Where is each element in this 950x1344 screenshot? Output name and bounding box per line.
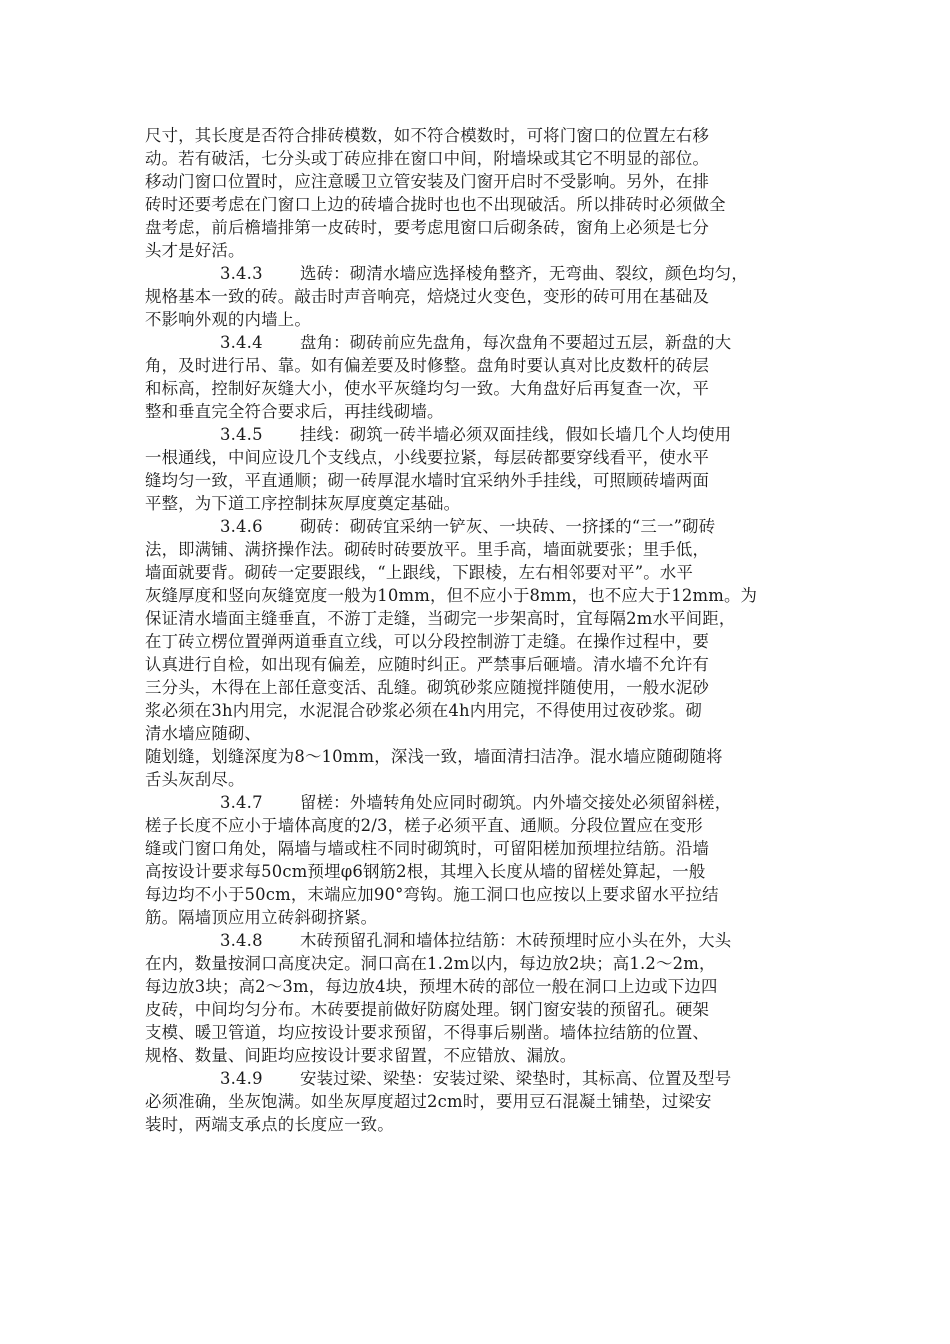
text-line: 在丁砖立楞位置弹两道垂直立线，可以分段控制游丁走缝。在操作过程中，要 <box>145 632 710 651</box>
text-line: 保证清水墙面主缝垂直，不游丁走缝，当砌完一步架高时，宜每隔2m水平间距， <box>145 609 736 628</box>
section-number: 3.4.4 <box>220 333 263 352</box>
text-line: 角，及时进行吊、靠。如有偏差要及时修整。盘角时要认真对比皮数杆的砖层 <box>145 356 710 375</box>
text-line: 整和垂直完全符合要求后，再挂线砌墙。 <box>145 402 444 421</box>
text-line: 规格、数量、间距均应按设计要求留置，不应错放、漏放。 <box>145 1046 577 1065</box>
section-first-line <box>145 331 810 354</box>
text-line: 高按设计要求每50cm预埋φ6钢筋2根，其埋入长度从墙的留槎处算起，一般 <box>145 862 706 881</box>
section-lead-text: 挂线：砌筑一砖半墙必须双面挂线，假如长墙几个人均使用 <box>300 425 732 444</box>
section-number: 3.4.3 <box>220 264 263 283</box>
section-first-line <box>145 1067 810 1090</box>
text-line: 三分头，木得在上部任意变活、乱缝。砌筑砂浆应随搅拌随使用，一般水泥砂 <box>145 678 710 697</box>
text-line: 每边均不小于50cm，末端应加90°弯钩。施工洞口也应按以上要求留水平拉结 <box>145 885 719 904</box>
section-first-line <box>145 262 810 285</box>
section-number: 3.4.6 <box>220 517 263 536</box>
text-line: 浆必须在3h内用完，水泥混合砂浆必须在4h内用完，不得使用过夜砂浆。砌 <box>145 701 703 720</box>
text-line: 不影响外观的内墙上。 <box>145 310 311 329</box>
text-line: 动。若有破活，七分头或丁砖应排在窗口中间，附墙垛或其它不明显的部位。 <box>145 149 710 168</box>
text-line: 随划缝，划缝深度为8～10mm，深浅一致，墙面清扫洁净。混水墙应随砌随将 <box>145 747 723 766</box>
text-line: 舌头灰刮尽。 <box>145 770 245 789</box>
text-line: 移动门窗口位置时，应注意暖卫立管安装及门窗开启时不受影响。另外，在排 <box>145 172 710 191</box>
section-first-line <box>145 791 810 814</box>
section-lead-text: 木砖预留孔洞和墙体拉结筋：木砖预埋时应小头在外，大头 <box>300 931 732 950</box>
text-line: 皮砖，中间均匀分布。木砖要提前做好防腐处理。钢门窗安装的预留孔。硬架 <box>145 1000 710 1019</box>
text-line: 灰缝厚度和竖向灰缝宽度一般为10mm，但不应小于8mm，也不应大于12mm。为 <box>145 586 758 605</box>
section-first-line <box>145 929 810 952</box>
section-number: 3.4.5 <box>220 425 263 444</box>
text-line: 必须准确，坐灰饱满。如坐灰厚度超过2cm时，要用豆石混凝土铺垫，过梁安 <box>145 1092 712 1111</box>
section-lead-text: 选砖：砌清水墙应选择棱角整齐，无弯曲、裂纹，颜色均匀， <box>300 264 748 283</box>
section-lead-text: 安装过梁、梁垫：安装过梁、梁垫时，其标高、位置及型号 <box>300 1069 732 1088</box>
text-line: 一根通线，中间应设几个支线点，小线要拉紧，每层砖都要穿线看平，使水平 <box>145 448 710 467</box>
text-line: 每边放3块；高2～3m，每边放4块，预埋木砖的部位一般在洞口上边或下边四 <box>145 977 718 996</box>
text-line: 在内，数量按洞口高度决定。洞口高在1.2m以内，每边放2块；高1.2～2m， <box>145 954 716 973</box>
text-line: 缝均匀一致，平直通顺；砌一砖厚混水墙时宜采纳外手挂线，可照顾砖墙两面 <box>145 471 710 490</box>
text-line: 筋。隔墙顶应用立砖斜砌挤紧。 <box>145 908 378 927</box>
section-lead-text: 砌砖：砌砖宜采纳一铲灰、一块砖、一挤揉的“三一”砌砖 <box>300 517 716 536</box>
text-line: 缝或门窗口角处，隔墙与墙或柱不同时砌筑时，可留阳槎加预埋拉结筋。沿墙 <box>145 839 710 858</box>
section-number: 3.4.7 <box>220 793 263 812</box>
section-lead-text: 留槎：外墙转角处应同时砌筑。内外墙交接处必须留斜槎， <box>300 793 732 812</box>
text-line: 平整，为下道工序控制抹灰厚度奠定基础。 <box>145 494 461 513</box>
text-line: 砖时还要考虑在门窗口上边的砖墙合拢时也也不出现破活。所以排砖时必须做全 <box>145 195 726 214</box>
text-line: 清水墙应随砌、 <box>145 724 262 743</box>
text-line: 和标高，控制好灰缝大小，使水平灰缝均匀一致。大角盘好后再复查一次，平 <box>145 379 710 398</box>
section-number: 3.4.8 <box>220 931 263 950</box>
text-line: 法，即满铺、满挤操作法。砌砖时砖要放平。里手高，墙面就要张；里手低， <box>145 540 710 559</box>
text-line: 尺寸，其长度是否符合排砖模数，如不符合模数时，可将门窗口的位置左右移 <box>145 126 710 145</box>
text-line: 墙面就要背。砌砖一定要跟线，“上跟线，下跟棱，左右相邻要对平”。水平 <box>145 563 694 582</box>
section-first-line <box>145 515 810 538</box>
section-first-line <box>145 423 810 446</box>
text-line: 槎子长度不应小于墙体高度的2/3，槎子必须平直、通顺。分段位置应在变形 <box>145 816 703 835</box>
text-line: 头才是好活。 <box>145 241 245 260</box>
text-line: 支模、暖卫管道，均应按设计要求预留，不得事后剔凿。墙体拉结筋的位置、 <box>145 1023 710 1042</box>
text-line: 认真进行自检，如出现有偏差，应随时纠正。严禁事后砸墙。清水墙不允许有 <box>145 655 710 674</box>
text-line: 规格基本一致的砖。敲击时声音响亮，焙烧过火变色，变形的砖可用在基础及 <box>145 287 710 306</box>
text-line: 盘考虑，前后檐墙排第一皮砖时，要考虑甩窗口后砌条砖，窗角上必须是七分 <box>145 218 710 237</box>
text-line: 装时，两端支承点的长度应一致。 <box>145 1115 394 1134</box>
body-text <box>145 124 810 1136</box>
section-number: 3.4.9 <box>220 1069 263 1088</box>
section-lead-text: 盘角：砌砖前应先盘角，每次盘角不要超过五层，新盘的大 <box>300 333 732 352</box>
